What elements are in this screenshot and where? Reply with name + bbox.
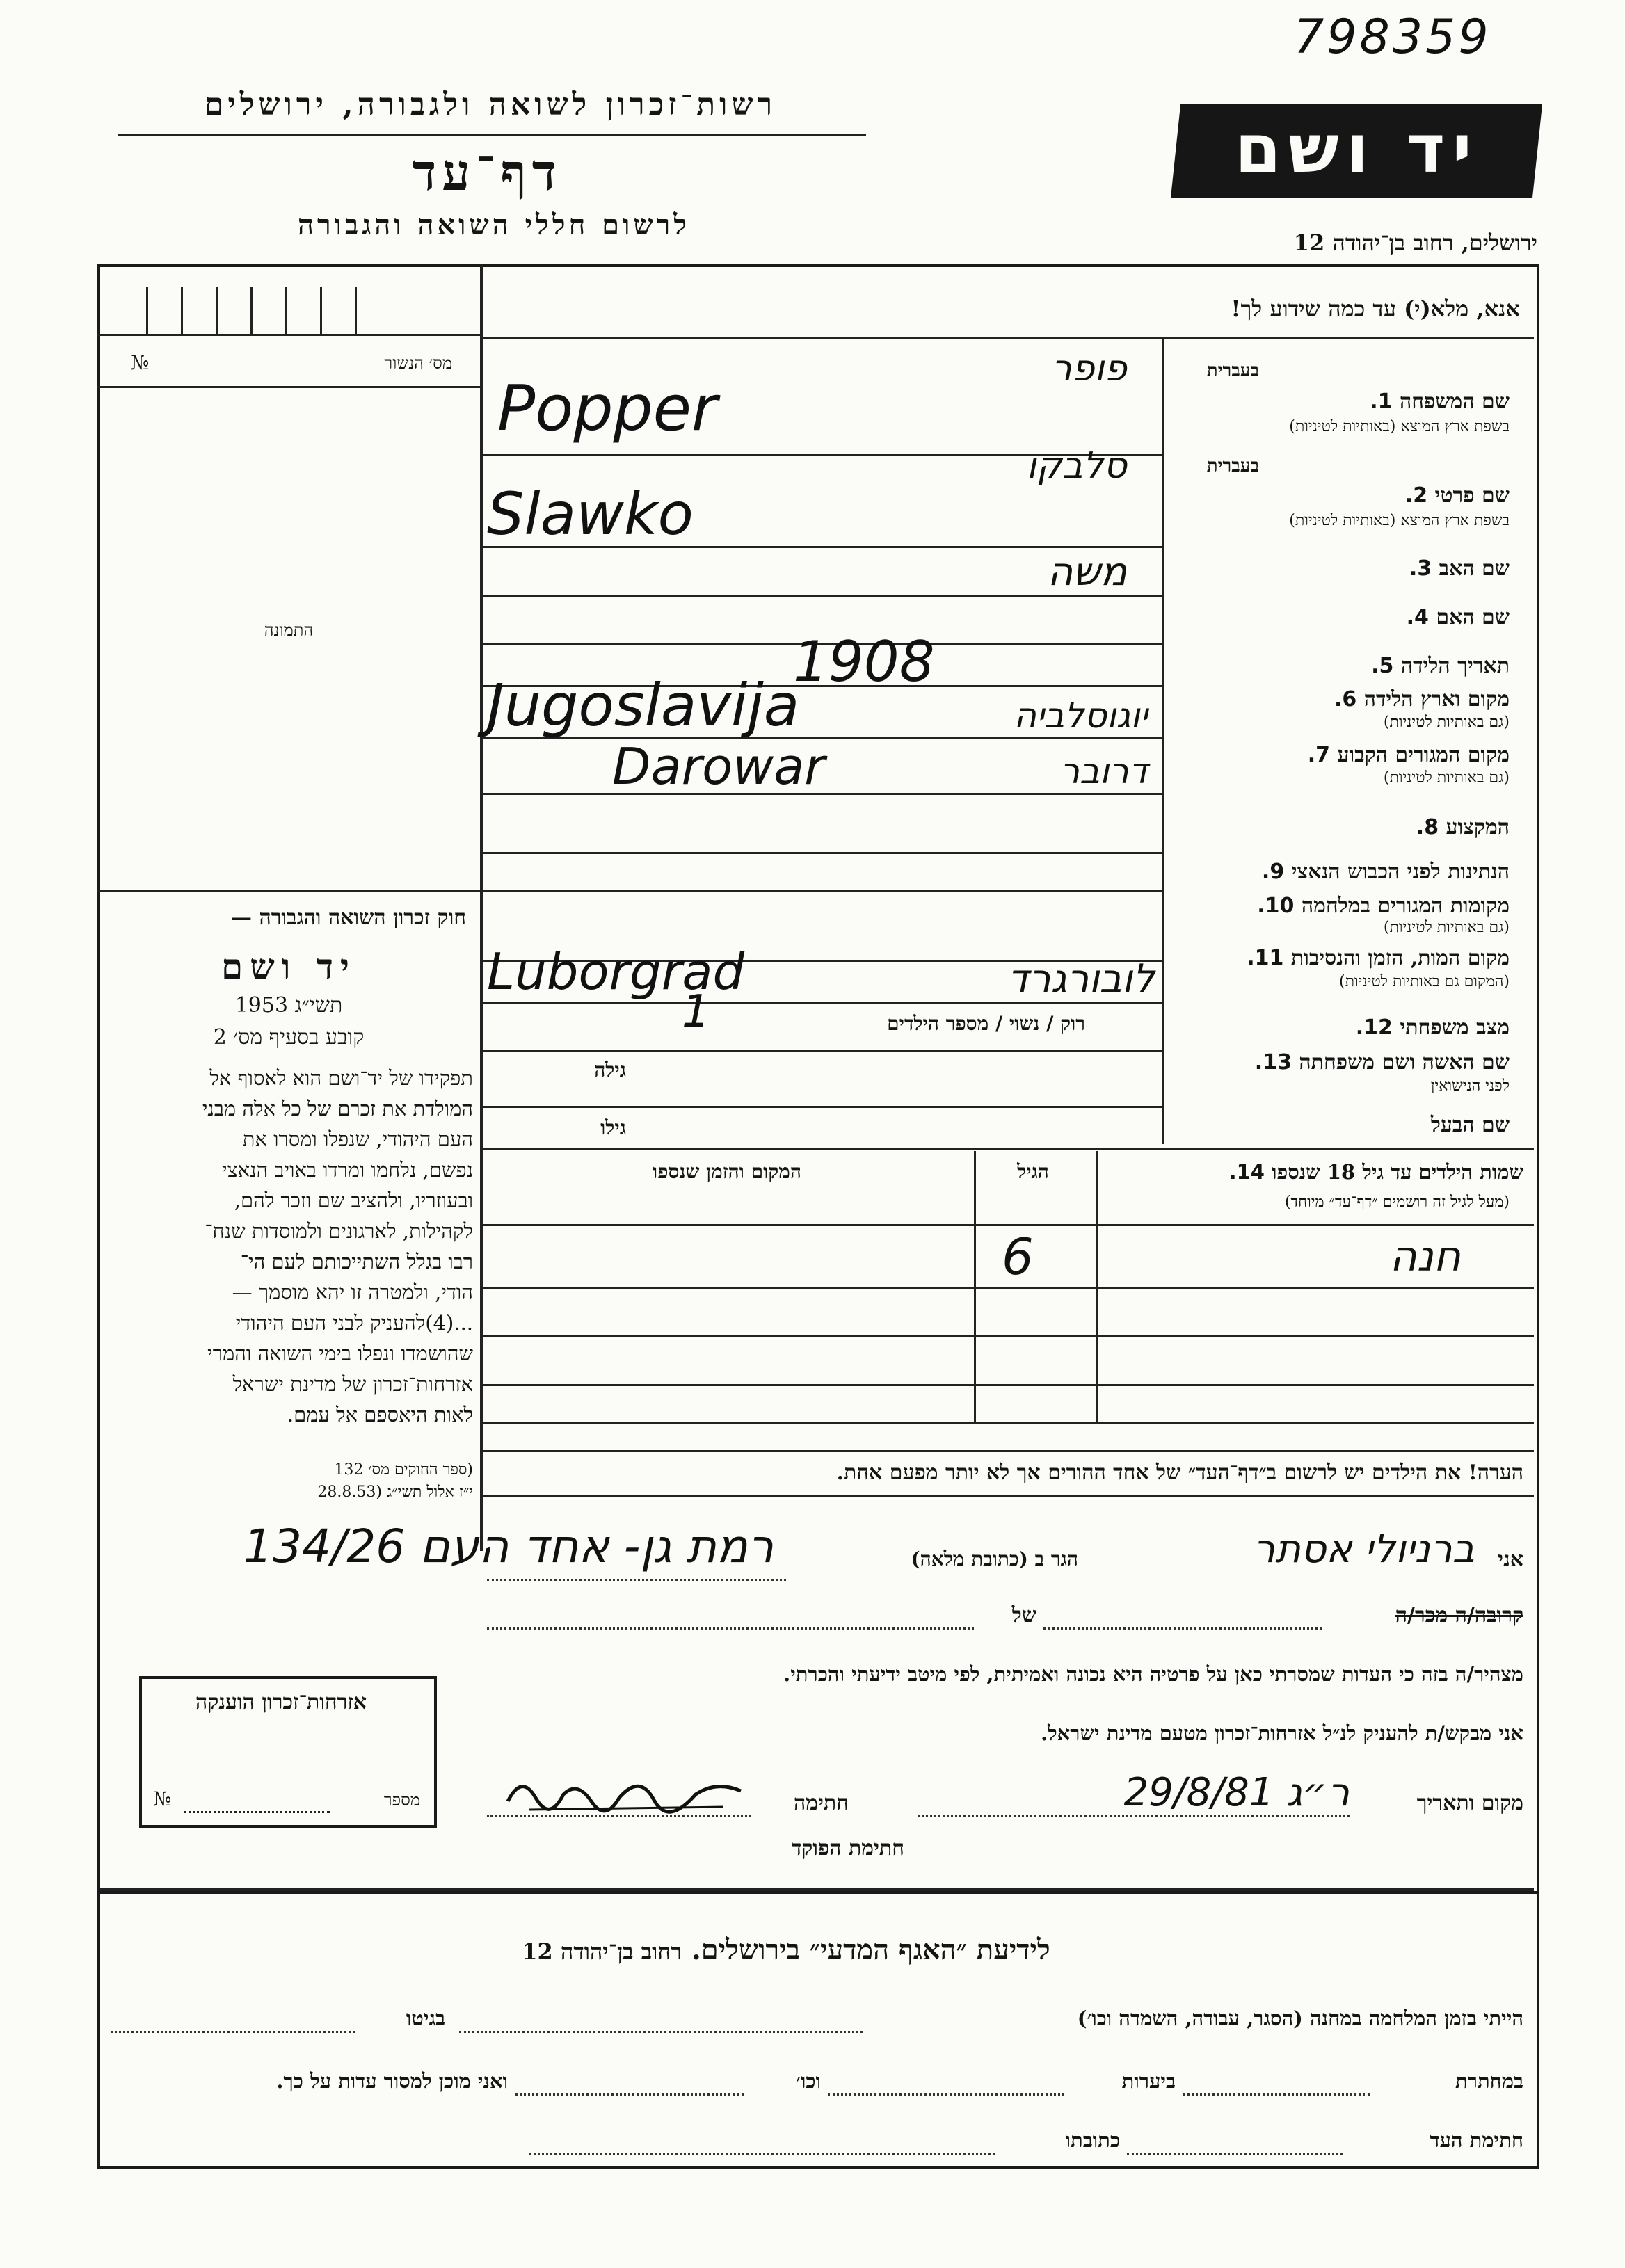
law-line: אזרחות־זכרון של מדינת ישראל	[232, 1372, 473, 1396]
law-line: ובעוזריו, ולהציב שם וזכר להם,	[234, 1189, 473, 1212]
law-clause: קובע בסעיף מס׳ 2	[213, 1025, 365, 1049]
declarant-address-handwritten[interactable]: רמת גן- אחד העם 134/26	[243, 1520, 774, 1573]
of-line	[487, 1627, 974, 1630]
label-column-divider	[1162, 337, 1164, 1144]
children-note: (מעל לגיל זה רושמים ״דף־עד״ מיוחד)	[1284, 1193, 1510, 1211]
row-rule	[480, 852, 1162, 854]
field-13-note: לפני הנישואין	[1430, 1077, 1510, 1095]
field-13-num: 13.	[1254, 1050, 1292, 1075]
declarant-name[interactable]: ברניולי אסתר	[1253, 1527, 1475, 1572]
row-rule	[480, 1050, 1162, 1052]
field-1-label-text: שם המשפחה	[1399, 389, 1510, 414]
field-11-label-text: מקום המות, הזמן והנסיבות	[1290, 946, 1510, 970]
field-6-label	[1176, 687, 1510, 711]
field-10-note: (גם באותיות לטיניות)	[1383, 919, 1510, 936]
cert-no-symbol: №	[131, 351, 150, 374]
field-13-label-text: שם האשה ושם משפחתה	[1299, 1050, 1510, 1075]
signature-line	[487, 1815, 751, 1817]
photo-bottom-rule	[97, 890, 480, 892]
bottom-title-address: רחוב בן־יהודה 12	[522, 1938, 682, 1965]
witness-signature-line	[1127, 2153, 1343, 2155]
i-label: אני	[1498, 1547, 1523, 1572]
logo-text: יד ושם	[1235, 110, 1479, 188]
row-rule	[480, 1106, 1162, 1108]
authority-heading: רשות־זכרון לשואה ולגבורה, ירושלים	[204, 87, 777, 122]
field-6-label-text: מקום וארץ הלידה	[1363, 687, 1510, 711]
birthplace-latin[interactable]: Jugoslavija	[487, 671, 800, 739]
family-name-hebrew[interactable]: פופר	[1051, 348, 1127, 389]
bottom-title-text: לידיעת ״האגף המדעי״ בירושלים.	[691, 1933, 1050, 1966]
field-7-num: 7.	[1307, 743, 1331, 767]
remark-top-rule	[480, 1450, 1534, 1452]
field-7-note: (גם באותיות לטיניות)	[1383, 769, 1510, 787]
remark-bottom-rule	[480, 1495, 1534, 1497]
law-ref-2: י״ז אלול תשי״ג (28.8.53	[317, 1483, 473, 1501]
field-2-sublabel: בעברית	[1206, 456, 1259, 476]
law-name: יד ושם	[221, 946, 356, 987]
etc-line	[515, 2093, 744, 2096]
col-place-header: המקום והזמן שנספו	[653, 1160, 801, 1183]
field-3-label	[1176, 556, 1510, 581]
child-age[interactable]: 6	[1002, 1228, 1034, 1286]
field-4-num: 4.	[1406, 605, 1429, 629]
field-5-num: 5.	[1371, 654, 1394, 678]
field-4-label-text: שם האם	[1436, 605, 1510, 629]
field-4-label	[1176, 605, 1510, 629]
field-12-label	[1176, 1015, 1510, 1040]
law-ref-1: (ספר החוקים מס׳ 132	[334, 1461, 473, 1479]
law-line: העם היהודי, שנפלו ומסרו את	[242, 1127, 473, 1151]
cert-tick	[181, 287, 183, 334]
etc-label: וכו׳	[796, 2069, 821, 2093]
citizenship-number-label: מספר	[383, 1790, 420, 1810]
field-9-label	[1176, 860, 1510, 884]
camp-label: הייתי בזמן המלחמה במחנה (הסגר, עבודה, השמדה וכו׳)	[1077, 2006, 1523, 2030]
form-title: דף־עד	[412, 143, 562, 202]
residence-latin[interactable]: Darowar	[612, 737, 825, 796]
field-8-num: 8.	[1416, 815, 1439, 839]
residence-hebrew[interactable]: דרובר	[1059, 751, 1148, 791]
field-7-label	[1176, 743, 1510, 767]
field-12-num: 12.	[1355, 1015, 1393, 1040]
underground-line	[1183, 2093, 1370, 2096]
field-5-label	[1176, 654, 1510, 678]
remark-text: הערה! את הילדים יש לרשום ב״דף־העד״ של אחד ההורים אך לא יותר מפעם אחת.	[836, 1461, 1523, 1485]
children-row-rule	[480, 1384, 1534, 1386]
field-3-label-text: שם האב	[1439, 556, 1510, 581]
field-12-label-text: מצב משפחתי	[1400, 1015, 1510, 1040]
row-rule	[480, 890, 1162, 892]
field-9-num: 9.	[1261, 860, 1285, 884]
children-label-text: שמות הילדים עד גיל 18 שנספו	[1272, 1160, 1523, 1184]
law-line: לקהילות, לארגונים ולמוסדות שנח־	[205, 1219, 473, 1243]
field-2-label	[1176, 483, 1510, 508]
children-num: 14.	[1228, 1160, 1265, 1184]
field-2-label-text: שם פרטי	[1434, 483, 1510, 508]
citizenship-number-line	[184, 1811, 330, 1813]
law-line: ...(4)להעניק לבני העם היהודי	[235, 1311, 473, 1335]
birthplace-hebrew[interactable]: יוגוסלביה	[1014, 695, 1148, 736]
underground-label: במחתרת	[1455, 2069, 1523, 2093]
declarant-signature[interactable]	[501, 1760, 751, 1822]
photo-label: התמונה	[264, 620, 314, 640]
law-line: הודי, ולמטרה זו יהא מוסמך —	[232, 1280, 473, 1304]
field-6-note: (גם באותיות לטיניות)	[1383, 714, 1510, 731]
first-name-latin[interactable]: Slawko	[487, 480, 694, 548]
field-1-label	[1176, 389, 1510, 414]
field-3-num: 3.	[1409, 556, 1432, 581]
place-date-value[interactable]: ר״ג 29/8/81	[1123, 1770, 1350, 1815]
law-text	[111, 1063, 473, 1430]
law-line: לאות היאספם אל עמם.	[287, 1403, 473, 1426]
forest-line	[828, 2093, 1064, 2096]
archive-number: 798359	[1294, 10, 1491, 65]
field-10-label-text: מקומות המגורים במלחמה	[1301, 894, 1510, 918]
row-rule	[480, 595, 1162, 597]
children-bottom-rule	[480, 1422, 1534, 1424]
photo-top-rule	[97, 386, 480, 388]
field-8-label-text: המקצוע	[1446, 815, 1510, 839]
declare-text: מצהיר/ה בזה כי העדות שמסרתי כאן על פרטיה היא נכונה ואמיתית, לפי מיטב ידיעתי והכרתי.	[783, 1662, 1523, 1686]
address-line	[487, 1579, 786, 1581]
row-rule	[480, 1002, 1162, 1004]
children-count[interactable]: 1	[682, 986, 710, 1038]
cert-no-label: מס׳ הנשור	[384, 353, 452, 373]
law-line: המולדת את זכרם של כל אלה מבני	[202, 1097, 473, 1120]
first-name-hebrew[interactable]: סלבקו	[1026, 445, 1127, 487]
cert-tick	[146, 287, 148, 334]
children-row-rule	[480, 1335, 1534, 1337]
field-11-label	[1176, 946, 1510, 970]
witness-signature-label: חתימת העד	[1430, 2128, 1523, 2152]
father-name[interactable]: משה	[1047, 549, 1127, 595]
wife-age-label: גילה	[594, 1059, 626, 1081]
cert-tick	[216, 287, 218, 334]
cert-tick	[320, 287, 322, 334]
citizenship-box	[139, 1676, 437, 1828]
field-1-sublabel: בעברית	[1206, 360, 1259, 381]
cert-tick	[285, 287, 287, 334]
signature-label: חתימה	[794, 1791, 849, 1815]
cert-rule	[97, 334, 480, 336]
field-5-label-text: תאריך הלידה	[1400, 654, 1510, 678]
husband-age-label: גילו	[600, 1116, 626, 1139]
address-heading: ירושלים, רחוב בן־יהודה 12	[1293, 230, 1537, 256]
request-text: אני מבקש/ת להעניק לנ״ל אזרחות־זכרון מטעם מדינת ישראל.	[1041, 1721, 1523, 1745]
field-8-label	[1176, 815, 1510, 839]
field-9-label-text: הנתינות לפני הכבוש הנאצי	[1291, 860, 1510, 884]
husband-rule	[480, 1148, 1534, 1150]
field-10-label	[1176, 894, 1510, 918]
declarant-address-label: הגר ב (כתובת מלאה)	[911, 1547, 1078, 1570]
official-signature-label: חתימת הפוקד	[791, 1836, 904, 1860]
cert-tick	[250, 287, 253, 334]
family-name-latin[interactable]: Popper	[497, 372, 717, 445]
relative-label: קרובה/ה מכר/ה	[1395, 1603, 1523, 1627]
of-label: של	[1011, 1603, 1036, 1627]
citizenship-title: אזרחות־זכרון הוענקה	[195, 1690, 367, 1714]
field-1-num: 1.	[1370, 389, 1393, 414]
marital-options: רוק / נשוי / מספר הילדים	[887, 1012, 1085, 1035]
place-date-label: מקום ותאריך	[1416, 1791, 1523, 1815]
field-2-num: 2.	[1404, 483, 1428, 508]
place-date-line	[918, 1815, 1350, 1817]
children-header-rule	[480, 1224, 1534, 1226]
field-2-note: בשפת ארץ המוצא (באותיות לטיניות)	[1289, 512, 1510, 529]
form-subtitle: לרשום חללי השואה והגבורה	[297, 209, 691, 241]
camp-line	[459, 2031, 863, 2033]
death-place-hebrew[interactable]: לובורגרד	[1007, 956, 1155, 1002]
ghetto-line	[111, 2031, 355, 2033]
col-age-header: הגיל	[1017, 1160, 1049, 1183]
child-name[interactable]: חנה	[1389, 1232, 1461, 1281]
ghetto-label: בגיטו	[406, 2006, 445, 2030]
law-title: חוק זכרון השואה והגבורה —	[231, 906, 466, 930]
field-7-label-text: מקום המגורים הקבוע	[1337, 743, 1510, 767]
law-line: תפקידו של יד־ושם הוא לאסוף אל	[209, 1066, 473, 1090]
birth-date[interactable]: 1908	[793, 629, 935, 694]
law-year: תשי״ג 1953	[234, 993, 343, 1018]
forest-label: ביערות	[1121, 2069, 1176, 2093]
field-10-num: 10.	[1257, 894, 1295, 918]
field-11-note: (המקום גם באותיות לטיניות)	[1339, 973, 1510, 990]
field-1-note: בשפת ארץ המוצא (באותיות לטיניות)	[1289, 418, 1510, 435]
cert-tick	[355, 287, 357, 334]
field-11-num: 11.	[1247, 946, 1284, 970]
signature-scribble	[501, 1760, 751, 1822]
yad-vashem-logo	[1171, 104, 1542, 198]
death-place-latin[interactable]: Luborgrad	[487, 942, 745, 1001]
children-label	[1099, 1160, 1523, 1184]
testify-text: ואני מוכן למסור עדות על כך.	[276, 2069, 508, 2093]
bottom-title	[348, 1933, 1224, 1966]
field-13-label	[1176, 1050, 1510, 1075]
heading-rule	[118, 134, 866, 136]
law-line: רבו בגלל השתייכותם לעם הי־	[240, 1250, 473, 1273]
relative-line	[1043, 1627, 1322, 1630]
husband-label: שם הבעל	[1430, 1113, 1510, 1137]
citizenship-no-symbol: №	[153, 1787, 172, 1810]
witness-address-label: כתובתו	[1065, 2128, 1120, 2152]
law-line: נפשם, נלחמו ומרדו באויב הנאצי	[221, 1158, 473, 1182]
instructions: אנא, מלא(י) עד כמה שידוע לך!	[1231, 296, 1520, 322]
field-6-num: 6.	[1334, 687, 1357, 711]
witness-address-line	[529, 2153, 995, 2155]
instructions-rule	[480, 337, 1534, 339]
law-line: שהושמדו ונפלו בימי השואה והמרי	[207, 1342, 473, 1365]
left-column-divider	[480, 264, 483, 1551]
children-row-rule	[480, 1287, 1534, 1289]
